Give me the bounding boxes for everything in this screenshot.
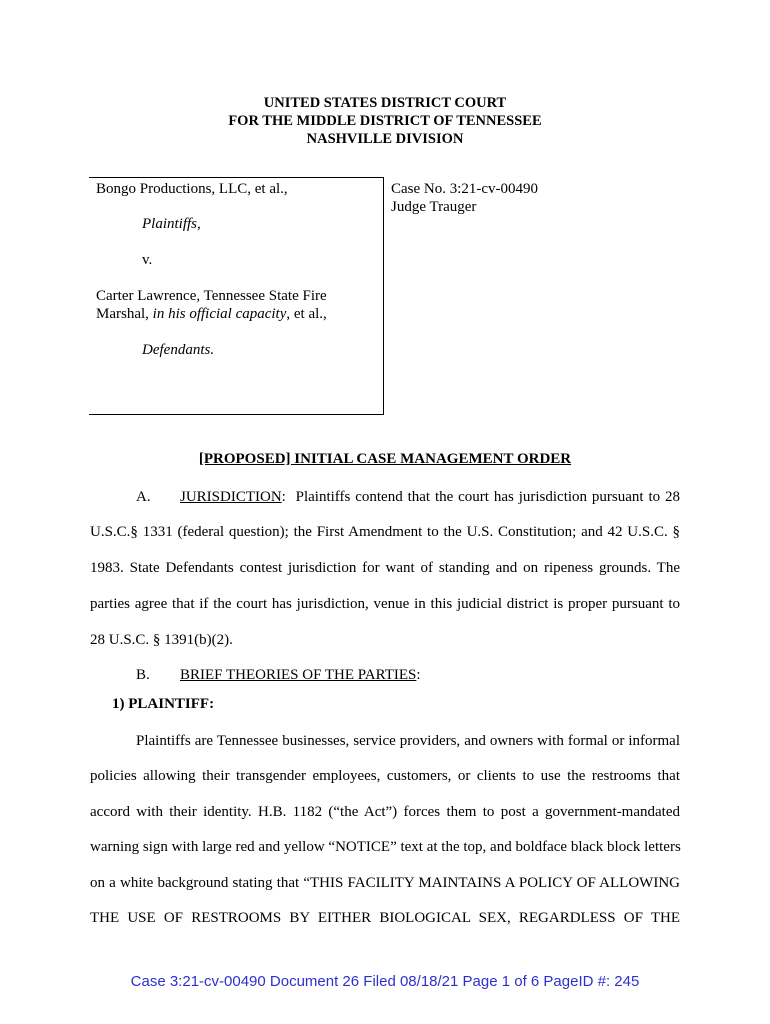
court-division: NASHVILLE DIVISION [306,131,464,147]
section-b-line-1: Plaintiffs are Tennessee businesses, service providers, and owners with formal or informal [136,733,680,749]
section-a-line-1 [180,488,680,506]
section-a-heading-suffix: : [281,489,286,505]
section-a-line-2: U.S.C.§ 1331 (federal question); the First Amendment to the U.S. Constitution; and 42 U.S.C. § [90,524,680,540]
section-a-line-1-text: Plaintiffs contend that the court has jurisdiction pursuant to 28 [295,489,681,505]
section-a-line-3: 1983. State Defendants contest jurisdiction for want of standing and on ripeness grounds. The [90,560,680,576]
case-number: Case No. 3:21-cv-00490 [391,181,539,197]
section-a-letter: A. [136,489,151,505]
section-b-heading-suffix: : [416,667,421,683]
court-name: UNITED STATES DISTRICT COURT [263,95,507,111]
case-info [391,180,538,216]
defendant-role: Defendants. [142,342,215,358]
order-title: [PROPOSED] INITIAL CASE MANAGEMENT ORDER [198,451,572,467]
defendant-capacity: in his official capacity [152,306,287,322]
defendant-line-2-post: , et al., [286,306,327,322]
plaintiff-name: Bongo Productions, LLC, et al., [96,181,288,197]
judge-name: Judge Trauger [391,199,477,215]
defendant-line-2 [96,305,327,323]
section-b-heading: BRIEF THEORIES OF THE PARTIES [180,667,417,683]
plaintiff-role: Plaintiffs, [142,216,201,232]
section-a-line-4: parties agree that if the court has jurisdiction, venue in this judicial district is proper pursuant to [90,596,680,612]
section-b-line-6: THE USE OF RESTROOMS BY EITHER BIOLOGICAL SEX, REGARDLESS OF THE [90,910,680,926]
court-header [0,94,770,148]
versus: v. [142,252,153,268]
defendant-line-1: Carter Lawrence, Tennessee State Fire [96,288,327,304]
section-b-line-5: on a white background stating that “THIS FACILITY MAINTAINS A POLICY OF ALLOWING [90,875,680,891]
section-a-line-5: 28 U.S.C. § 1391(b)(2). [90,632,233,648]
section-b-letter: B. [136,667,150,683]
section-b-line-4: warning sign with large red and yellow “NOTICE” text at the top, and boldface black block letters [90,839,681,855]
section-b-line-3: accord with their identity. H.B. 1182 (“the Act”) forces them to post a government-mandated [90,804,680,820]
plaintiff-subheading: 1) PLAINTIFF: [112,696,215,712]
defendant-line-2-pre: Marshal, [96,306,153,322]
section-a-heading: JURISDICTION [180,489,282,505]
section-b-heading-line [180,666,421,684]
court-district: FOR THE MIDDLE DISTRICT OF TENNESSEE [228,113,542,129]
section-b-line-2: policies allowing their transgender employees, customers, or clients to use the restrooms that [90,768,680,784]
filing-stamp-footer: Case 3:21-cv-00490 Document 26 Filed 08/18/21 Page 1 of 6 PageID #: 245 [130,973,640,990]
